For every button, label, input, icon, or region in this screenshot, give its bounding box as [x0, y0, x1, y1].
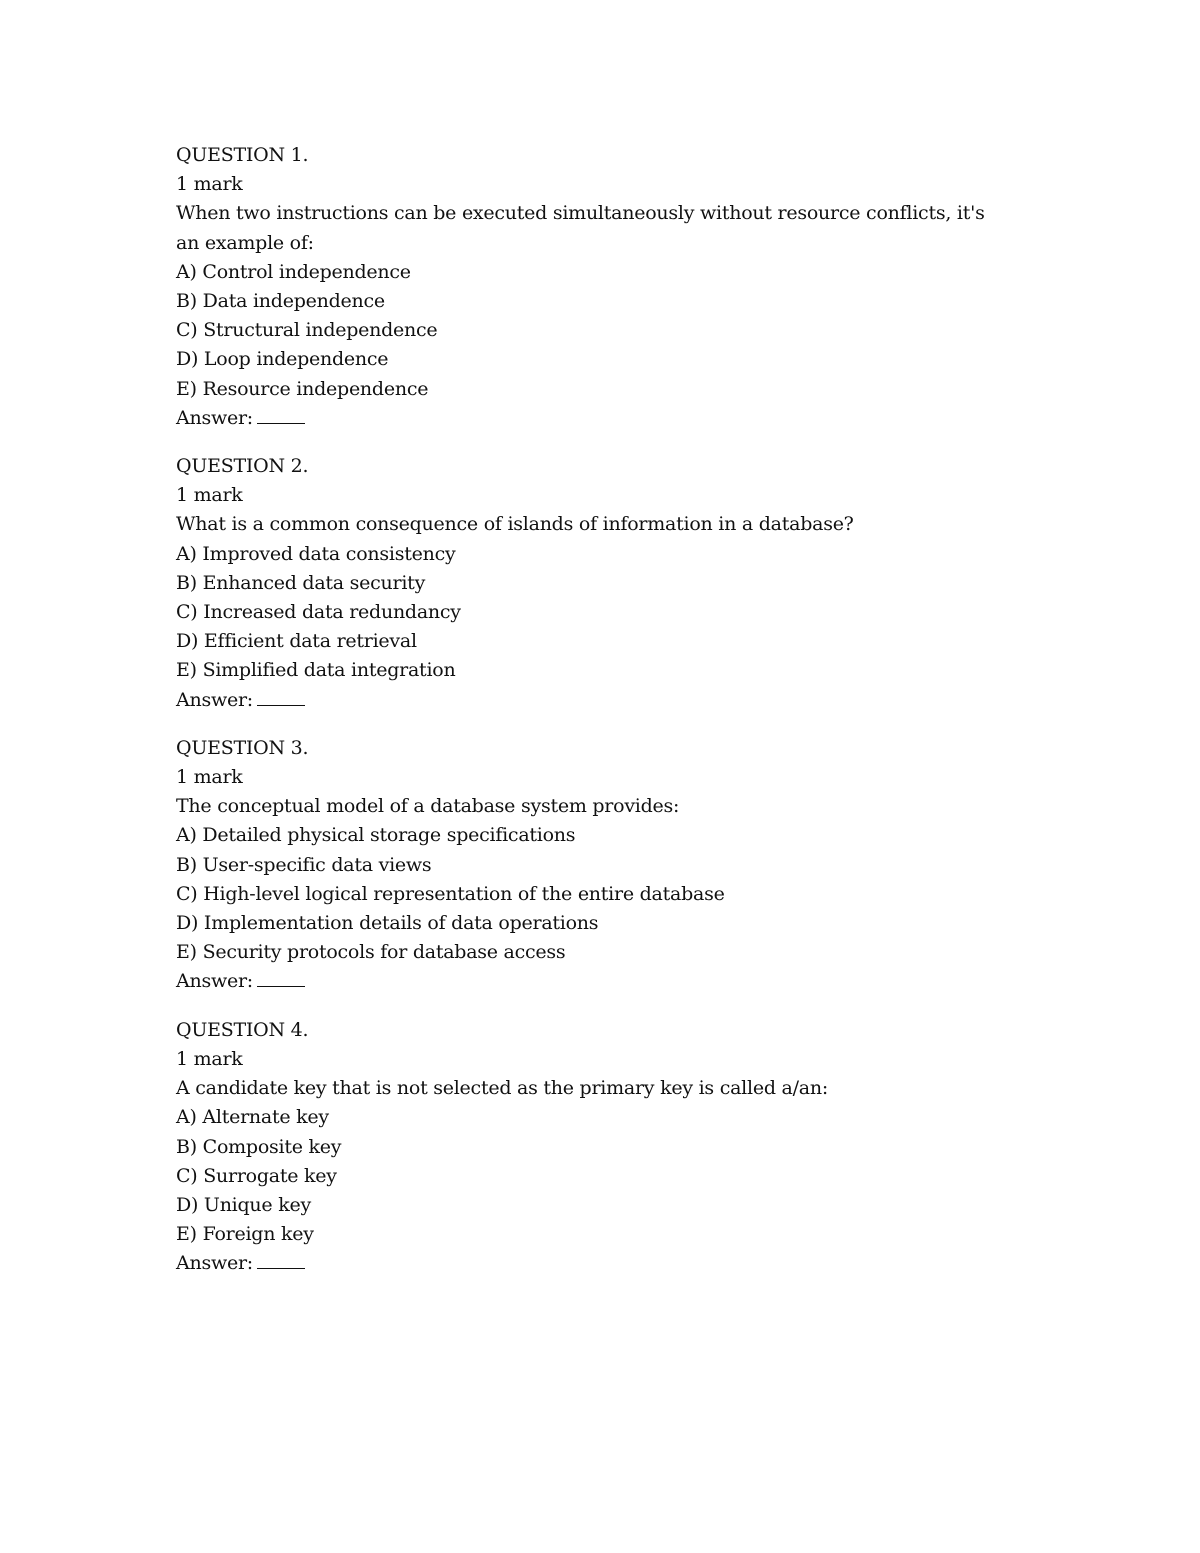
answer-line	[176, 1249, 1016, 1278]
option-d: D) Implementation details of data operations	[176, 912, 599, 935]
answer-label: Answer:	[176, 688, 253, 711]
question-prompt: What is a common consequence of islands of information in a database?	[176, 513, 854, 536]
question-block-3	[176, 734, 1016, 997]
question-marks: 1 mark	[176, 766, 243, 789]
option-d: D) Unique key	[176, 1193, 311, 1216]
question-prompt: A candidate key that is not selected as the primary key is called a/an:	[176, 1077, 828, 1100]
answer-line	[176, 967, 1016, 996]
question-heading: QUESTION 3.	[176, 736, 309, 759]
answer-label: Answer:	[176, 1252, 253, 1275]
option-b: B) User-specific data views	[176, 853, 432, 876]
option-c: C) High-level logical representation of the entire database	[176, 882, 725, 905]
question-block-1	[176, 141, 1016, 433]
answer-line	[176, 686, 1016, 715]
option-e: E) Resource independence	[176, 377, 429, 400]
question-block-4	[176, 1016, 1016, 1279]
option-e: E) Security protocols for database access	[176, 941, 566, 964]
option-d: D) Loop independence	[176, 348, 389, 371]
question-heading: QUESTION 4.	[176, 1018, 309, 1041]
option-c: C) Structural independence	[176, 319, 438, 342]
option-a: A) Alternate key	[176, 1106, 329, 1129]
question-heading: QUESTION 1.	[176, 144, 309, 166]
answer-blank[interactable]	[257, 689, 305, 706]
option-d: D) Efficient data retrieval	[176, 630, 417, 653]
option-a: A) Detailed physical storage specifications	[176, 824, 576, 847]
option-a: A) Improved data consistency	[176, 542, 456, 565]
question-block-2	[176, 452, 1016, 715]
option-b: B) Data independence	[176, 290, 385, 313]
question-marks: 1 mark	[176, 173, 243, 196]
answer-line	[176, 404, 1016, 433]
document-page	[176, 141, 1016, 1298]
answer-blank[interactable]	[257, 1252, 305, 1269]
answer-blank[interactable]	[257, 970, 305, 987]
option-a: A) Control independence	[176, 260, 411, 283]
answer-blank[interactable]	[257, 407, 305, 424]
question-prompt: The conceptual model of a database system provides:	[176, 795, 680, 818]
question-marks: 1 mark	[176, 484, 243, 507]
question-heading: QUESTION 2.	[176, 455, 309, 478]
answer-label: Answer:	[176, 406, 253, 429]
answer-label: Answer:	[176, 970, 253, 993]
option-e: E) Foreign key	[176, 1223, 314, 1246]
question-marks: 1 mark	[176, 1047, 243, 1070]
option-c: C) Increased data redundancy	[176, 601, 461, 624]
option-c: C) Surrogate key	[176, 1164, 337, 1187]
option-b: B) Enhanced data security	[176, 571, 426, 594]
option-b: B) Composite key	[176, 1135, 342, 1158]
option-e: E) Simplified data integration	[176, 659, 456, 682]
question-prompt: When two instructions can be executed simultaneously without resource conflicts, it's an example of:	[176, 202, 985, 254]
